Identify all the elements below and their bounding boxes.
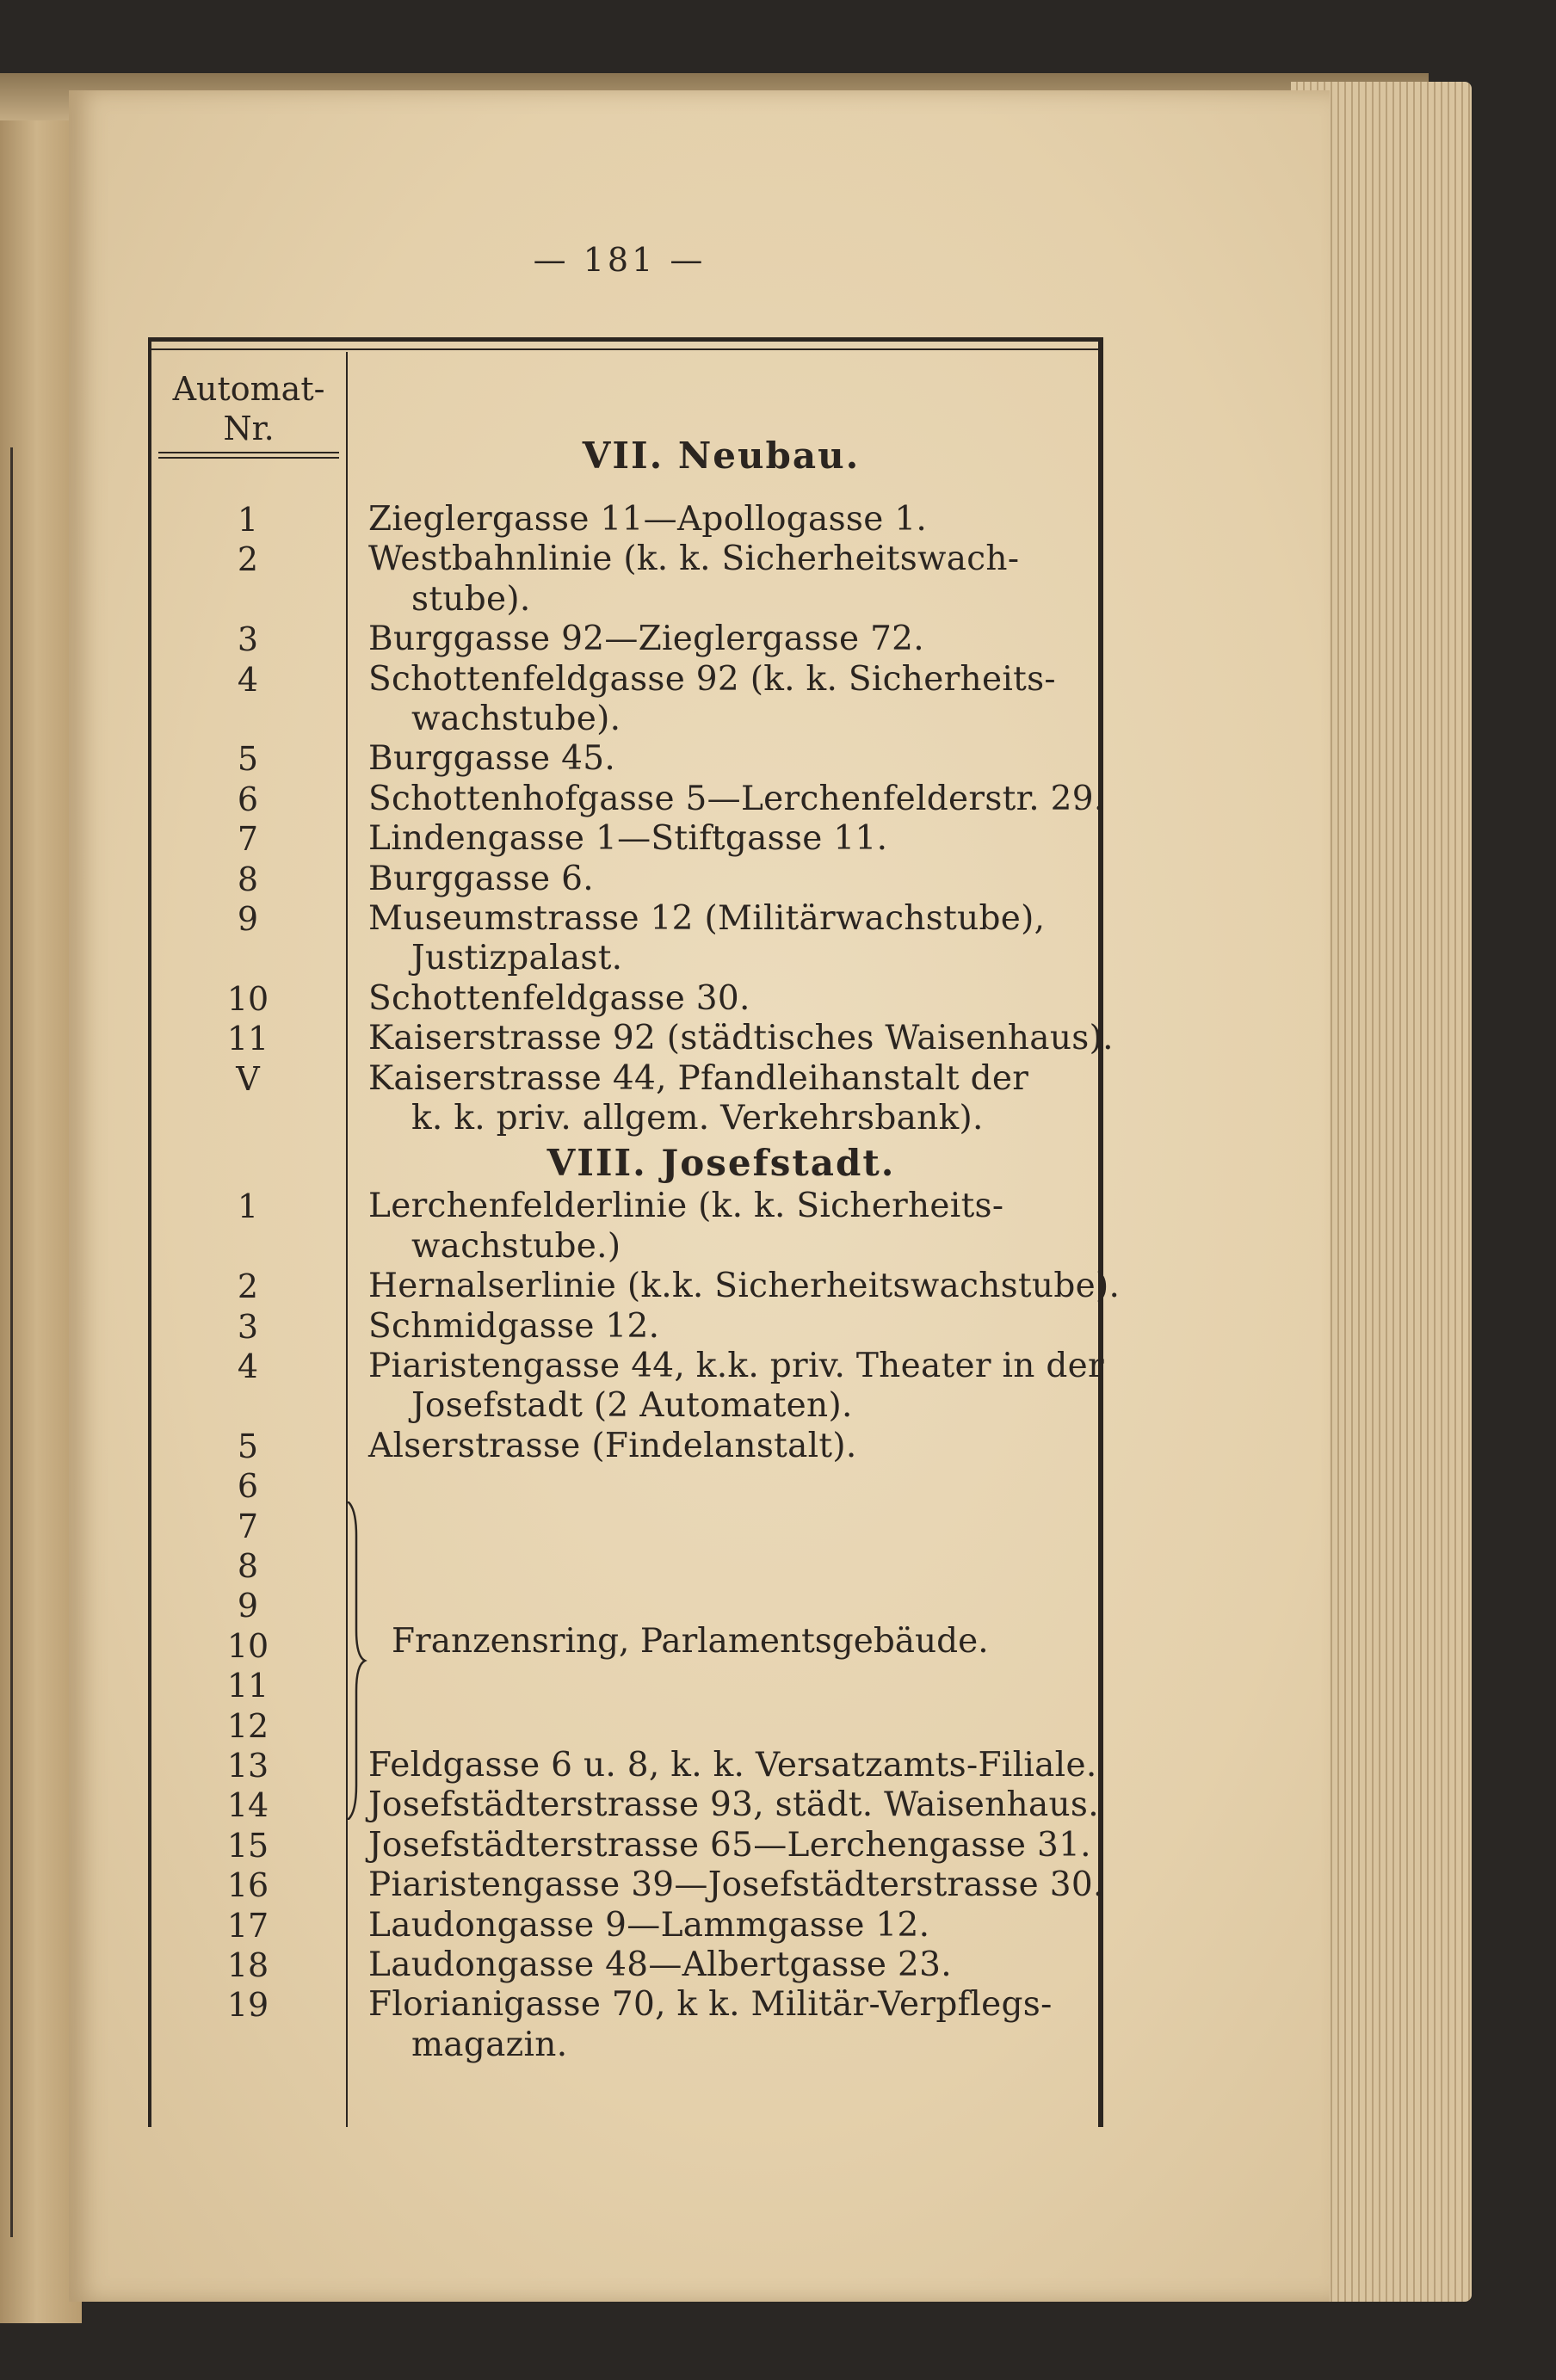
automat-number: 10: [226, 979, 269, 1018]
table-row: [0, 500, 1556, 540]
table-row: [0, 660, 1556, 700]
table-row: [0, 1546, 1556, 1586]
location-text: Lindengasse 1—Stiftgasse 11.: [368, 819, 888, 859]
location-text: Alserstrasse (Findelanstalt).: [368, 1426, 857, 1465]
table-row: [0, 1507, 1556, 1546]
location-text: Zieglergasse 11—Apollogasse 1.: [368, 500, 928, 539]
automat-number: 4: [237, 660, 259, 699]
table-row: [0, 1347, 1556, 1386]
automat-number: 5: [237, 1427, 259, 1465]
location-text: wachstube).: [411, 700, 621, 738]
automat-number: 4: [237, 1347, 259, 1385]
table-row: [0, 1227, 1556, 1267]
table-row: [0, 1059, 1556, 1099]
location-text: k. k. priv. allgem. Verkehrsbank).: [411, 1099, 984, 1138]
location-text: Hernalserlinie (k.k. Sicherheitswachstube).: [368, 1267, 1121, 1306]
column-header-line1: Automat-: [172, 370, 325, 408]
location-text: Westbahnlinie (k. k. Sicherheitswach-: [368, 540, 1020, 579]
page-number: — 181 —: [533, 241, 707, 279]
table-row: [0, 1706, 1556, 1746]
location-text: Laudongasse 48—Albertgasse 23.: [368, 1945, 952, 1984]
table-row: [0, 939, 1556, 978]
automat-number: V: [236, 1059, 260, 1098]
location-text: Museumstrasse 12 (Militärwachstube),: [368, 899, 1046, 938]
table-row: [0, 1099, 1556, 1138]
location-text: magazin.: [411, 2025, 568, 2064]
location-text: Justizpalast.: [411, 939, 623, 978]
automat-number: 13: [226, 1747, 269, 1785]
section-title-vii: VII. Neubau.: [582, 435, 861, 477]
brace-group-text: Franzensring, Parlamentsgebäude.: [392, 1622, 989, 1661]
automat-number: 8: [237, 860, 259, 898]
column-header-line2: Nr.: [223, 410, 275, 447]
automat-number: 11: [226, 1020, 269, 1058]
automat-number: 10: [226, 1626, 269, 1665]
table-row: [0, 700, 1556, 739]
location-text: Schottenhofgasse 5—Lerchenfelderstr. 29.: [368, 779, 1105, 818]
automat-number: 5: [237, 740, 259, 779]
table-row: [0, 1666, 1556, 1705]
location-text: Josefstädterstrasse 65—Lerchengasse 31.: [368, 1825, 1091, 1865]
location-text: Schottenfeldgasse 92 (k. k. Sicherheits-: [368, 659, 1056, 699]
automat-number: 9: [237, 1587, 259, 1625]
location-text: Josefstädterstrasse 93, städt. Waisenhaus.: [368, 1785, 1099, 1825]
location-text: Kaiserstrasse 44, Pfandleihanstalt der: [368, 1058, 1029, 1098]
table-row: [0, 1267, 1556, 1306]
table-row: [0, 739, 1556, 779]
table-row: [0, 819, 1556, 859]
automat-number: 9: [237, 900, 259, 938]
table-row: [0, 1386, 1556, 1426]
location-text: wachstube.): [411, 1226, 621, 1266]
location-text: Burggasse 92—Zieglergasse 72.: [368, 620, 924, 659]
location-text: Schmidgasse 12.: [368, 1306, 660, 1346]
table-row: [0, 1466, 1556, 1506]
table-row: [0, 780, 1556, 819]
automat-number: 19: [226, 1986, 269, 2025]
brace-bracket: [344, 1501, 368, 1820]
location-text: Schottenfeldgasse 30.: [368, 978, 750, 1018]
location-text: Burggasse 45.: [368, 739, 616, 779]
location-text: Lerchenfelderlinie (k. k. Sicherheits-: [368, 1187, 1004, 1226]
automat-number: 1: [237, 1187, 259, 1226]
table-row: [0, 860, 1556, 899]
location-text: Josefstadt (2 Automaten).: [411, 1386, 853, 1426]
location-text: Kaiserstrasse 92 (städtisches Waisenhaus).: [368, 1019, 1114, 1058]
table-row: [0, 540, 1556, 579]
automat-number: 1: [237, 501, 259, 539]
automat-number: 3: [237, 620, 259, 659]
table-row: [0, 979, 1556, 1019]
location-text: Laudongasse 9—Lammgasse 12.: [368, 1905, 930, 1945]
table-row: [0, 1307, 1556, 1347]
automat-number: 17: [226, 1906, 269, 1945]
table-row: [0, 1865, 1556, 1905]
location-text: Burggasse 6.: [368, 859, 594, 898]
table-row: [0, 1187, 1556, 1226]
table-row: [0, 1985, 1556, 2025]
automat-number: 7: [237, 820, 259, 859]
table-row: [0, 1427, 1556, 1466]
table-row: [0, 1906, 1556, 1945]
automat-number: 2: [237, 540, 259, 579]
table-row: [0, 899, 1556, 939]
automat-number: 2: [237, 1267, 259, 1306]
automat-number: 14: [226, 1786, 269, 1825]
automat-number: 11: [226, 1667, 269, 1705]
automat-number: 12: [226, 1706, 269, 1745]
automat-number: 3: [237, 1307, 259, 1346]
table-row: [0, 580, 1556, 620]
table-row: [0, 2025, 1556, 2065]
automat-number: 8: [237, 1547, 259, 1585]
automat-number: 16: [226, 1866, 269, 1905]
table-row: [0, 1586, 1556, 1625]
location-text: Florianigasse 70, k k. Militär-Verpflegs-: [368, 1985, 1053, 2025]
automat-number: 6: [237, 780, 259, 818]
automat-number: 18: [226, 1946, 269, 1984]
automat-number: 6: [237, 1467, 259, 1506]
table-row: [0, 1826, 1556, 1865]
automat-number: 15: [226, 1826, 269, 1865]
table-row: [0, 1785, 1556, 1825]
column-header: [151, 369, 346, 448]
automat-number: 7: [237, 1507, 259, 1545]
location-text: Feldgasse 6 u. 8, k. k. Versatzamts-Filiale.: [368, 1746, 1097, 1785]
table-row: [0, 620, 1556, 659]
table-row: [0, 1746, 1556, 1785]
table-row: [0, 1019, 1556, 1058]
location-text: Piaristengasse 39—Josefstädterstrasse 30.: [368, 1865, 1104, 1905]
table-row: [0, 1945, 1556, 1985]
location-text: Piaristengasse 44, k.k. priv. Theater in der: [368, 1347, 1104, 1385]
location-text: stube).: [411, 579, 531, 619]
section-title-viii: VIII. Josefstadt.: [546, 1142, 896, 1185]
